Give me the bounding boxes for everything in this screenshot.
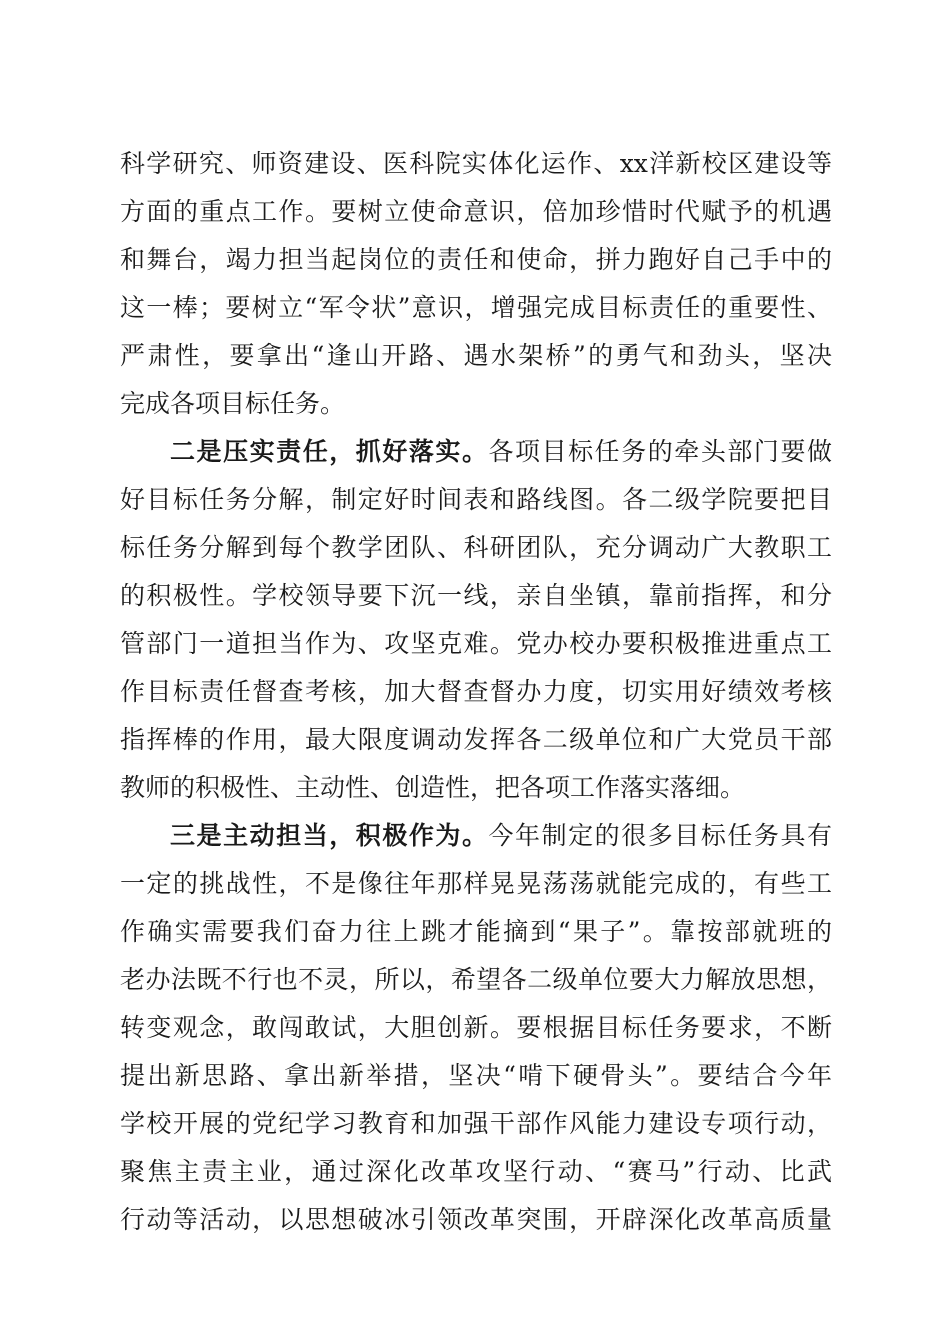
text-line-18: 老办法既不行也不灵，所以，希望各二级单位要大力解放思想， bbox=[120, 965, 832, 994]
text-line-19: 转变观念，敢闯敢试，大胆创新。要根据目标任务要求，不断 bbox=[120, 1013, 832, 1042]
text-line-20: 提出新思路、拿出新举措，坚决“啃下硬骨头”。要结合今年 bbox=[120, 1061, 832, 1090]
text-line-6: 完成各项目标任务。 bbox=[120, 389, 346, 418]
text-line-17: 作确实需要我们奋力往上跳才能摘到“果子”。靠按部就班的 bbox=[120, 917, 832, 946]
text-line-11: 管部门一道担当作为、攻坚克难。党办校办要积极推进重点工 bbox=[120, 629, 832, 658]
text-line-4: 这一棒；要树立“军令状”意识，增强完成目标责任的重要性、 bbox=[120, 293, 832, 322]
text-line-14: 教师的积极性、主动性、创造性，把各项工作落实落细。 bbox=[120, 773, 746, 802]
text-line-16: 一定的挑战性，不是像往年那样晃晃荡荡就能完成的，有些工 bbox=[120, 869, 832, 898]
paragraph-3-heading: 三是主动担当，积极作为。 bbox=[170, 821, 489, 850]
text-line-13: 指挥棒的作用，最大限度调动发挥各二级单位和广大党员干部 bbox=[120, 725, 832, 754]
text-line-3: 和舞台，竭力担当起岗位的责任和使命，拼力跑好自己手中的 bbox=[120, 245, 832, 274]
paragraph-2-first-line bbox=[170, 432, 832, 472]
paragraph-3-first-line bbox=[170, 816, 832, 856]
text-line-9: 标任务分解到每个教学团队、科研团队，充分调动广大教职工 bbox=[120, 533, 832, 562]
text-line-1: 科学研究、师资建设、医科院实体化运作、xx洋新校区建设等 bbox=[120, 149, 832, 178]
text-line-12: 作目标责任督查考核，加大督查督办力度，切实用好绩效考核 bbox=[120, 677, 832, 706]
text-line-23: 行动等活动，以思想破冰引领改革突围，开辟深化改革高质量 bbox=[120, 1205, 832, 1234]
text-line-10: 的积极性。学校领导要下沉一线，亲自坐镇，靠前指挥，和分 bbox=[120, 581, 832, 610]
paragraph-2-heading: 二是压实责任，抓好落实。 bbox=[170, 437, 489, 466]
text-line-21: 学校开展的党纪学习教育和加强干部作风能力建设专项行动， bbox=[120, 1109, 832, 1138]
text-line-2: 方面的重点工作。要树立使命意识，倍加珍惜时代赋予的机遇 bbox=[120, 197, 832, 226]
text-line-5: 严肃性，要拿出“逢山开路、遇水架桥”的勇气和劲头，坚决 bbox=[120, 341, 832, 370]
text-line-22: 聚焦主责主业，通过深化改革攻坚行动、“赛马”行动、比武 bbox=[120, 1157, 832, 1186]
paragraph-3-lead-text: 今年制定的很多目标任务具有 bbox=[488, 821, 832, 850]
text-line-8: 好目标任务分解，制定好时间表和路线图。各二级学院要把目 bbox=[120, 485, 832, 514]
paragraph-2-lead-text: 各项目标任务的牵头部门要做 bbox=[488, 437, 832, 466]
